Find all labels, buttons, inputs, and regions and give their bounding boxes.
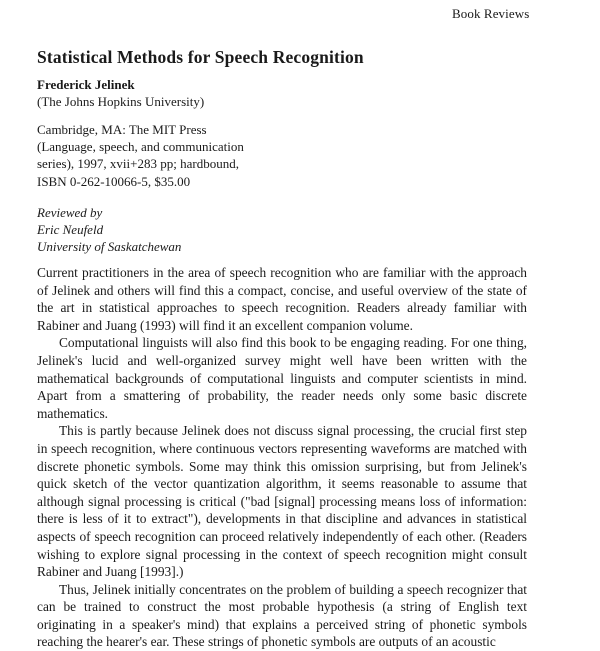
book-title: Statistical Methods for Speech Recognition bbox=[37, 47, 364, 67]
book-author: Frederick Jelinek bbox=[37, 77, 135, 92]
publication-details bbox=[37, 121, 244, 190]
body-paragraph: This is partly because Jelinek does not discuss signal processing, the crucial first step in speech recognition, where continuous vectors representing waveforms are matched with discrete phonetic symbols. Some may think this omission surprising, but from Jelinek's quick sketch of the vector quantization algorithm, it seems reasonable to assume that although signal processing is critical ("bad [signal] processing means loss of information: there is less of it to extract"), developments in that discipline and advances in statistical aspects of speech recognition can proceed relatively independently of each other. (Readers wishing to explore signal processing in the context of speech recognition might consult Rabiner and Juang [1993].) bbox=[37, 423, 527, 580]
reviewer-affiliation: University of Saskatchewan bbox=[37, 239, 182, 255]
reviewer-name: Eric Neufeld bbox=[37, 222, 104, 238]
body-paragraph: Thus, Jelinek initially concentrates on the problem of building a speech recognizer that can be trained to construct the most probable hypothesis (a string of English text originating in a speaker's mind) that explains a perceived string of phonetic symbols reaching the hearer's ear. These strings of phonetic symbols are outputs of an acoustic bbox=[37, 581, 527, 650]
reviewed-by-label: Reviewed by bbox=[37, 205, 103, 220]
author-affiliation: (The Johns Hopkins University) bbox=[37, 94, 205, 109]
publication-line: series), 1997, xvii+283 pp; hardbound, bbox=[37, 156, 239, 172]
publication-line: (Language, speech, and communication bbox=[37, 139, 244, 155]
running-head: Book Reviews bbox=[452, 6, 530, 21]
publication-line: Cambridge, MA: The MIT Press bbox=[37, 122, 207, 137]
review-body bbox=[37, 264, 527, 651]
body-paragraph: Computational linguists will also find this book to be engaging reading. For one thing, Jelinek's lucid and well-organized survey might well have been written with the mathematical backgrounds of computational linguists and computer scientists in mind. Apart from a smattering of probability, the reader needs only some basic discrete mathematics. bbox=[37, 335, 527, 421]
body-paragraph: Current practitioners in the area of speech recognition who are familiar with the approach of Jelinek and others will find this a compact, concise, and useful overview of the state of the art in statistical approaches to speech recognition. Readers already familiar with Rabiner and Juang (1993) will find it an excellent companion volume. bbox=[37, 265, 527, 333]
publication-line: ISBN 0-262-10066-5, $35.00 bbox=[37, 173, 191, 189]
reviewer-block bbox=[37, 204, 181, 256]
